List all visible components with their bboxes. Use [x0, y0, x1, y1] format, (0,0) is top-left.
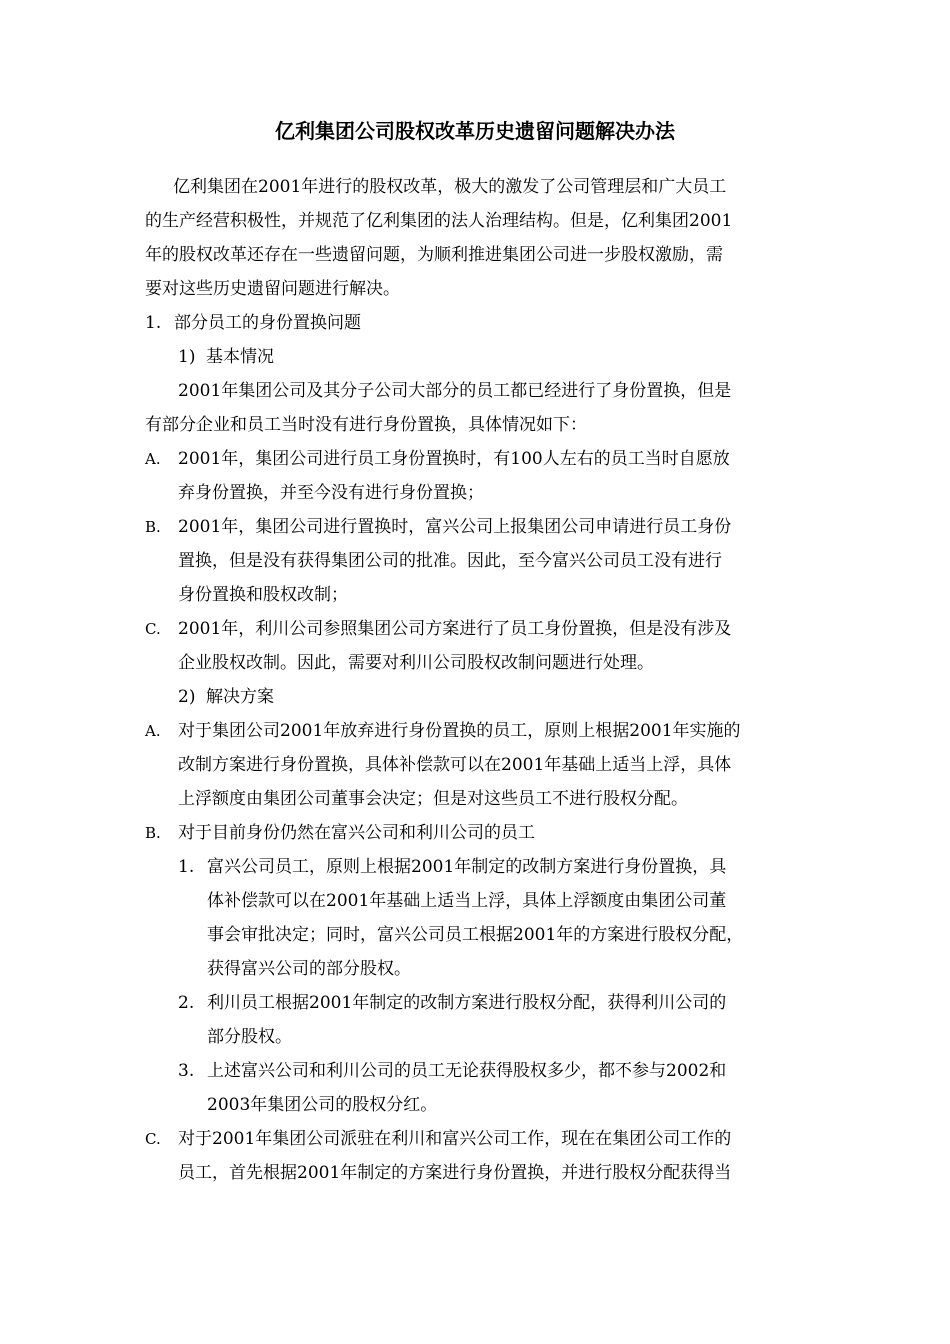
sublist-item-line: 事会审批决定；同时，富兴公司员工根据2001年的方案进行股权分配， — [207, 925, 744, 945]
list-item-line: 上浮额度由集团公司董事会决定；但是对这些员工不进行股权分配。 — [178, 789, 688, 809]
list-item-line: 改制方案进行身份置换，具体补偿款可以在2001年基础上适当上浮，具体 — [178, 755, 732, 775]
list-item-line: 身份置换和股权改制； — [178, 585, 348, 605]
section-number: 1. — [145, 313, 162, 333]
list-marker: B. — [145, 824, 161, 842]
section-heading: 部分员工的身份置换问题 — [174, 313, 361, 333]
sublist-item-line: 上述富兴公司和利川公司的员工无论获得股权多少，都不参与2002和 — [207, 1061, 727, 1081]
intro-line: 亿利集团在2001年进行的股权改革，极大的激发了公司管理层和广大员工 — [173, 177, 727, 197]
list-marker: C. — [145, 1130, 161, 1148]
sublist-item-line: 2003年集团公司的股权分红。 — [207, 1095, 438, 1115]
list-item-line: 对于目前身份仍然在富兴公司和利川公司的员工 — [178, 823, 535, 843]
sublist-item-line: 利川员工根据2001年制定的改制方案进行股权分配，获得利川公司的 — [207, 993, 727, 1013]
intro-line: 年的股权改革还存在一些遗留问题，为顺利推进集团公司进一步股权激励，需 — [145, 245, 723, 265]
subsection-number: 1) — [178, 347, 196, 367]
sublist-marker: 1. — [178, 857, 195, 877]
intro-line: 要对这些历史遗留问题进行解决。 — [145, 279, 400, 299]
paragraph-line: 有部分企业和员工当时没有进行身份置换，具体情况如下： — [145, 415, 587, 435]
document-title: 亿利集团公司股权改革历史遗留问题解决办法 — [275, 119, 675, 143]
sublist-item-line: 获得富兴公司的部分股权。 — [207, 959, 411, 979]
list-item-line: 对于集团公司2001年放弃进行身份置换的员工，原则上根据2001年实施的 — [178, 721, 741, 741]
sublist-marker: 2. — [178, 993, 195, 1013]
sublist-item-line: 富兴公司员工，原则上根据2001年制定的改制方案进行身份置换，具 — [207, 857, 727, 877]
list-item-line: 员工，首先根据2001年制定的方案进行身份置换，并进行股权分配获得当 — [178, 1163, 732, 1183]
subsection-heading: 基本情况 — [206, 347, 274, 367]
list-item-line: 弃身份置换，并至今没有进行身份置换； — [178, 483, 484, 503]
list-item-line: 2001年，集团公司进行置换时，富兴公司上报集团公司申请进行员工身份 — [178, 517, 732, 537]
list-marker: A. — [145, 450, 161, 468]
list-item-line: 企业股权改制。因此，需要对利川公司股权改制问题进行处理。 — [178, 653, 654, 673]
sublist-item-line: 部分股权。 — [207, 1027, 292, 1047]
intro-line: 的生产经营积极性，并规范了亿利集团的法人治理结构。但是，亿利集团2001 — [145, 211, 733, 231]
sublist-item-line: 体补偿款可以在2001年基础上适当上浮，具体上浮额度由集团公司董 — [207, 891, 727, 911]
list-marker: B. — [145, 518, 161, 536]
list-marker: A. — [145, 722, 161, 740]
list-item-line: 2001年，利川公司参照集团公司方案进行了员工身份置换，但是没有涉及 — [178, 619, 732, 639]
subsection-heading: 解决方案 — [206, 687, 274, 707]
list-item-line: 置换，但是没有获得集团公司的批准。因此，至今富兴公司员工没有进行 — [178, 551, 722, 571]
paragraph-line: 2001年集团公司及其分子公司大部分的员工都已经进行了身份置换，但是 — [178, 381, 732, 401]
list-item-line: 对于2001年集团公司派驻在利川和富兴公司工作，现在在集团公司工作的 — [178, 1129, 732, 1149]
sublist-marker: 3. — [178, 1061, 195, 1081]
subsection-number: 2) — [178, 687, 196, 707]
list-marker: C. — [145, 620, 161, 638]
list-item-line: 2001年，集团公司进行员工身份置换时，有100人左右的员工当时自愿放 — [178, 449, 730, 469]
